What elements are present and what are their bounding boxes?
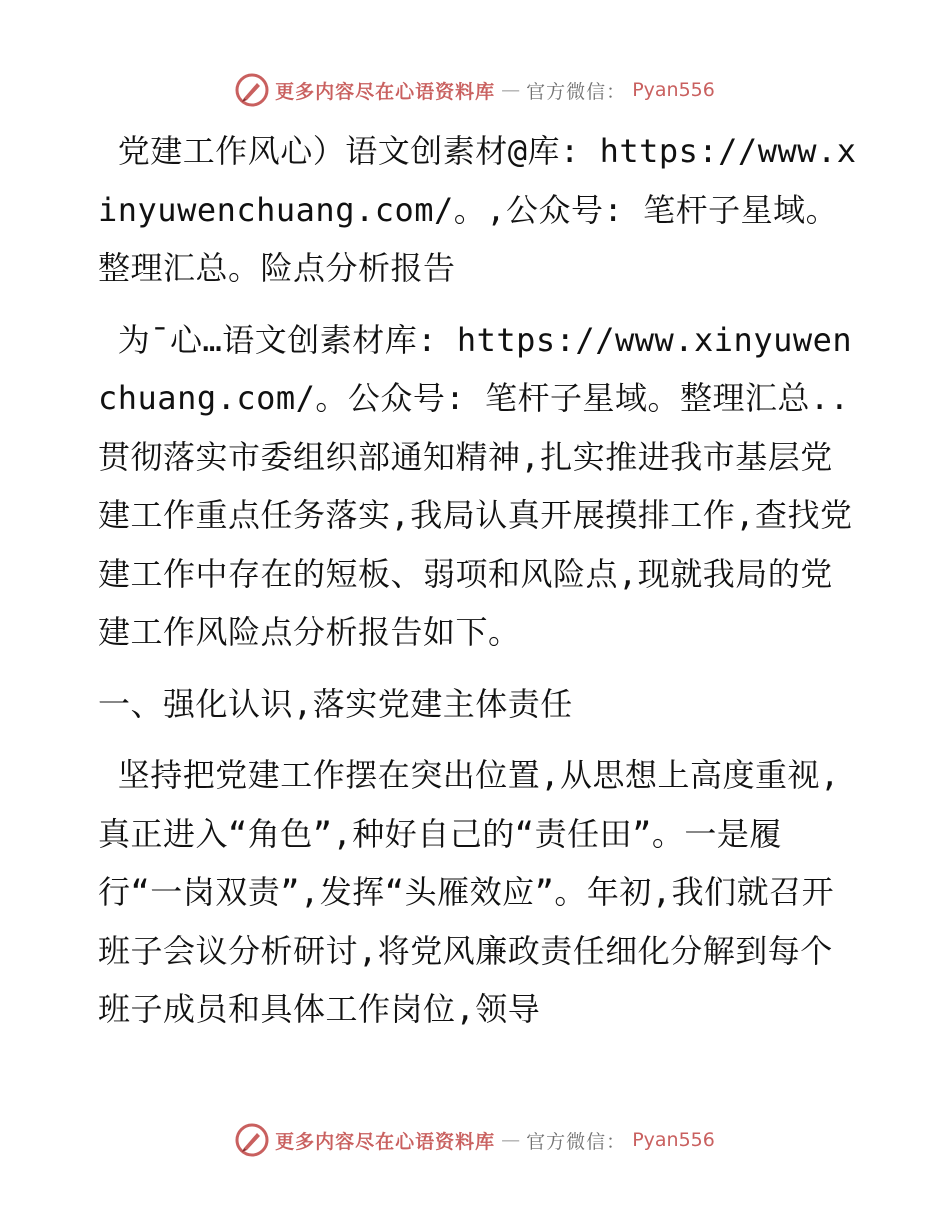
paragraph-1: 党建工作风心）语文创素材@库: https://www.xinyuwenchuang.com/。,公众号: 笔杆子星域。整理汇总。险点分析报告	[98, 132, 857, 287]
watermark-wechat-id: Pyan556	[632, 79, 715, 101]
pen-logo-icon	[235, 73, 269, 107]
paragraph-2: 为¯心…语文创素材库: https://www.xinyuwenchuang.com/。公众号: 笔杆子星域。整理汇总..贯彻落实市委组织部通知精神,扎实推进我市基层党建工作重点任务落实,我局认真开展摸排工作,查找党建工作中存在的短板、弱项和风险点,现就我局的党建工作风险点分析报告如下。	[98, 320, 853, 651]
watermark-brand-text: 更多内容尽在心语资料库	[275, 1130, 496, 1153]
page-header-watermark	[0, 70, 950, 110]
watermark-official-label: 官方微信：	[526, 1130, 627, 1153]
watermark-wechat-id: Pyan556	[632, 1129, 715, 1151]
watermark-brand-text: 更多内容尽在心语资料库	[275, 80, 496, 103]
section-paragraph: 坚持把党建工作摆在突出位置,从思想上高度重视,真正进入“角色”,种好自己的“责任田”。一是履行“一岗双责”,发挥“头雁效应”。年初,我们就召开班子会议分析研讨,将党风廉政责任细化分解到每个班子成员和具体工作岗位,领导	[98, 756, 840, 1028]
page-footer-watermark	[0, 1120, 950, 1160]
section-heading: 一、强化认识,落实党建主体责任	[98, 684, 573, 723]
watermark-separator: —	[501, 79, 521, 101]
watermark-official-label: 官方微信：	[526, 80, 627, 103]
document-body	[98, 122, 858, 1052]
watermark-separator: —	[501, 1129, 521, 1151]
pen-logo-icon	[235, 1123, 269, 1157]
